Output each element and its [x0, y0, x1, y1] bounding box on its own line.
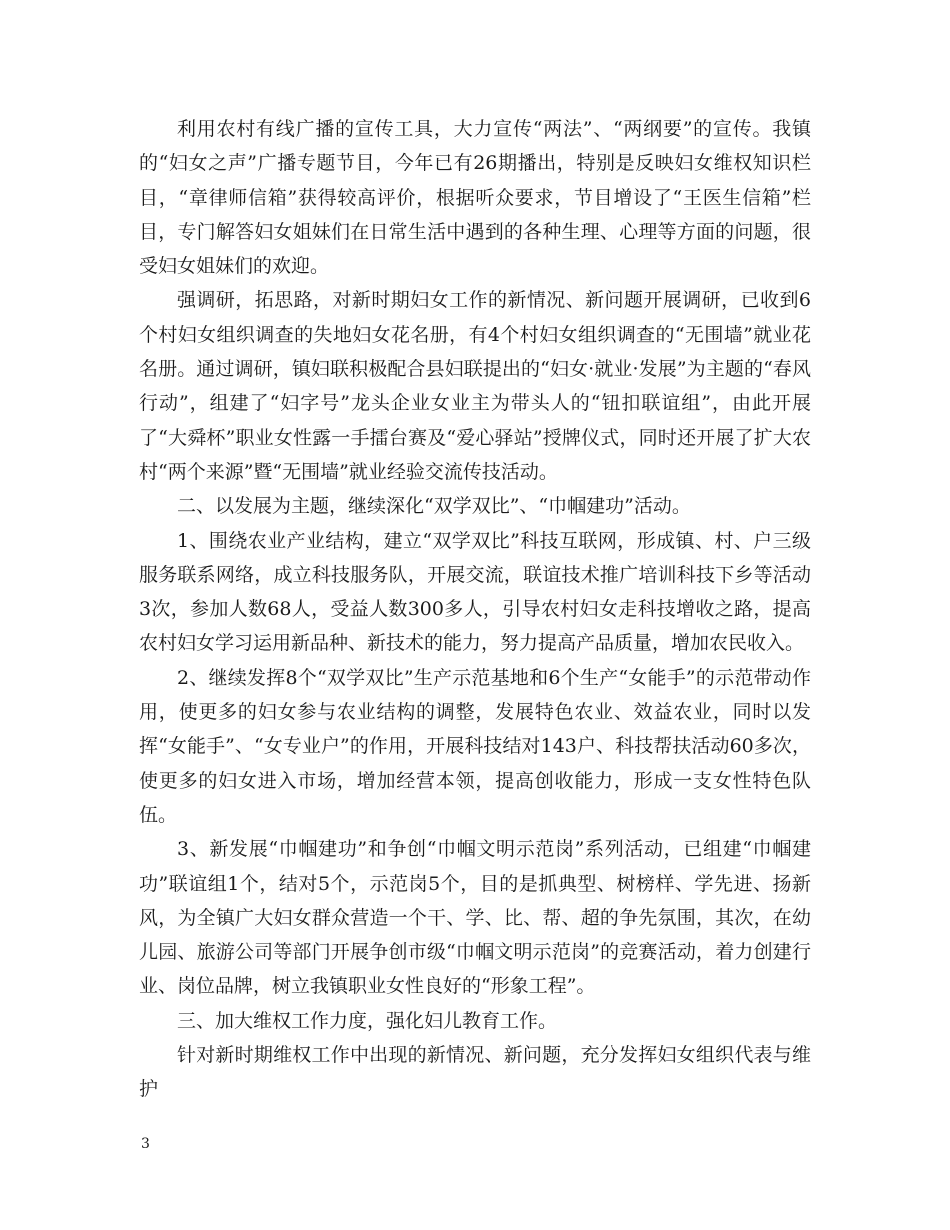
- paragraph-item-1: 1、围绕农业产业结构，建立“双学双比”科技互联网，形成镇、村、户三级服务联系网络，成立科技服务队，开展交流，联谊技术推广培训科技下乡等活动3次，参加人数68人，受益人数300多人，引导农村妇女走科技增收之路，提高农村妇女学习运用新品种、新技术的能力，努力提高产品质量，增加农民收入。: [139, 529, 811, 655]
- section-heading-rights: 三、加大维权工作力度，强化妇儿教育工作。: [177, 1009, 558, 1032]
- paragraph-rights-work: 针对新时期维权工作中出现的新情况、新问题，充分发挥妇女组织代表与维护: [139, 1044, 811, 1101]
- page-number: 3: [141, 1136, 150, 1152]
- paragraph-research: 强调研，拓思路，对新时期妇女工作的新情况、新问题开展调研，已收到6个村妇女组织调查的失地妇女花名册，有4个村妇女组织调查的“无围墙”就业花名册。通过调研，镇妇联积极配合县妇联提出的“妇女·就业·发展”为主题的“春风行动”，组建了“妇字号”龙头企业女业主为带头人的“钮扣联谊组”，由此开展了“大舜杯”职业女性露一手擂台赛及“爱心驿站”授牌仪式，同时还开展了扩大农村“两个来源”暨“无围墙”就业经验交流传技活动。: [139, 289, 811, 483]
- section-heading-development: 二、以发展为主题，继续深化“双学双比”、“巾帼建功”活动。: [177, 495, 691, 518]
- paragraph-item-2: 2、继续发挥8个“双学双比”生产示范基地和6个生产“女能手”的示范带动作用，使更多的妇女参与农业结构的调整，发展特色农业、效益农业，同时以发挥“女能手”、“女专业户”的作用，开展科技结对143户、科技帮扶活动60多次，使更多的妇女进入市场，增加经营本领，提高创收能力，形成一支女性特色队伍。: [139, 666, 811, 826]
- document-body: [139, 112, 811, 1107]
- paragraph-broadcast-publicity: 利用农村有线广播的宣传工具，大力宣传“两法”、“两纲要”的宣传。我镇的“妇女之声”广播专题节目，今年已有26期播出，特别是反映妇女维权知识栏目，“章律师信箱”获得较高评价，根据听众要求，节目增设了“王医生信箱”栏目，专门解答妇女姐妹们在日常生活中遇到的各种生理、心理等方面的问题，很受妇女姐妹们的欢迎。: [139, 118, 811, 278]
- paragraph-item-3: 3、新发展“巾帼建功”和争创“巾帼文明示范岗”系列活动，已组建“巾帼建功”联谊组1个，结对5个，示范岗5个，目的是抓典型、树榜样、学先进、扬新风，为全镇广大妇女群众营造一个干、学、比、帮、超的争先氛围，其次，在幼儿园、旅游公司等部门开展争创市级“巾帼文明示范岗”的竞赛活动，着力创建行业、岗位品牌，树立我镇职业女性良好的“形象工程”。: [139, 838, 811, 998]
